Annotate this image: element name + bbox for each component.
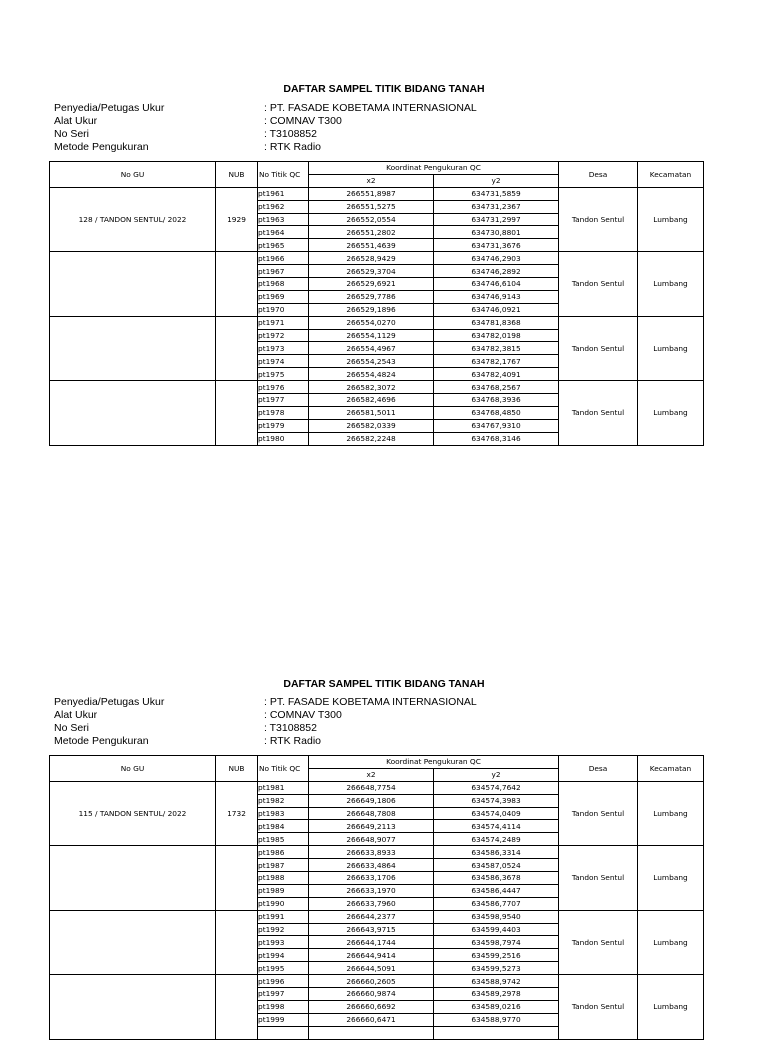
cell-x2: 266554,1129 bbox=[309, 329, 434, 342]
cell-y2: 634746,9143 bbox=[434, 290, 559, 303]
cell-no-titik: pt1980 bbox=[258, 432, 309, 445]
cell-y2: 634574,4114 bbox=[434, 820, 559, 833]
cell-kecamatan: Lumbang bbox=[638, 381, 704, 445]
cell-x2: 266529,1896 bbox=[309, 303, 434, 316]
meta-value: : T3108852 bbox=[264, 128, 317, 140]
cell-no-gu bbox=[50, 975, 216, 1039]
cell-no-titik: pt1972 bbox=[258, 329, 309, 342]
cell-no-titik: pt1970 bbox=[258, 303, 309, 316]
cell-x2: 266582,3072 bbox=[309, 381, 434, 394]
cell-x2: 266582,4696 bbox=[309, 394, 434, 407]
cell-y2: 634782,4091 bbox=[434, 368, 559, 381]
table-row bbox=[50, 781, 704, 794]
cell-no-titik: pt1967 bbox=[258, 265, 309, 278]
cell-x2: 266644,1744 bbox=[309, 936, 434, 949]
cell-y2: 634782,1767 bbox=[434, 355, 559, 368]
header-kecamatan: Kecamatan bbox=[638, 162, 704, 188]
header-x2: x2 bbox=[309, 768, 434, 781]
cell-desa: Tandon Sentul bbox=[559, 381, 638, 445]
meta-label: Alat Ukur bbox=[54, 115, 98, 127]
cell-kecamatan: Lumbang bbox=[638, 316, 704, 380]
cell-x2: 266649,1806 bbox=[309, 794, 434, 807]
cell-no-titik: pt1971 bbox=[258, 316, 309, 329]
cell-desa: Tandon Sentul bbox=[559, 252, 638, 316]
cell-y2: 634589,0216 bbox=[434, 1000, 559, 1013]
header-kecamatan: Kecamatan bbox=[638, 756, 704, 782]
cell-y2: 634586,3678 bbox=[434, 872, 559, 885]
meta-label: No Seri bbox=[54, 722, 90, 734]
cell-desa: Tandon Sentul bbox=[559, 975, 638, 1039]
cell-x2: 266528,9429 bbox=[309, 252, 434, 265]
cell-y2: 634586,7707 bbox=[434, 897, 559, 910]
meta-value: : T3108852 bbox=[264, 722, 317, 734]
cell-y2: 634768,3146 bbox=[434, 432, 559, 445]
cell-kecamatan: Lumbang bbox=[638, 187, 704, 251]
cell-y2: 634586,3314 bbox=[434, 846, 559, 859]
cell-no-titik: pt1997 bbox=[258, 988, 309, 1001]
cell-x2: 266644,2377 bbox=[309, 910, 434, 923]
cell-no-titik: pt1969 bbox=[258, 290, 309, 303]
cell-no-gu bbox=[50, 910, 216, 974]
cell-no-gu bbox=[50, 252, 216, 316]
cell-no-titik: pt1990 bbox=[258, 897, 309, 910]
meta-label: No Seri bbox=[54, 128, 90, 140]
cell-y2: 634768,2567 bbox=[434, 381, 559, 394]
cell-x2: 266529,7786 bbox=[309, 290, 434, 303]
cell-desa: Tandon Sentul bbox=[559, 910, 638, 974]
cell-no-gu bbox=[50, 846, 216, 910]
meta-value: : COMNAV T300 bbox=[264, 709, 342, 721]
cell-no-gu bbox=[50, 316, 216, 380]
cell-x2: 266582,2248 bbox=[309, 432, 434, 445]
cell-no-titik: pt1994 bbox=[258, 949, 309, 962]
cell-x2: 266554,4824 bbox=[309, 368, 434, 381]
cell-y2: 634746,0921 bbox=[434, 303, 559, 316]
cell-y2: 634746,2903 bbox=[434, 252, 559, 265]
cell-nub bbox=[216, 316, 258, 380]
cell-y2: 634588,9770 bbox=[434, 1013, 559, 1026]
header-x2: x2 bbox=[309, 174, 434, 187]
cell-x2: 266648,7808 bbox=[309, 807, 434, 820]
cell-no-titik: pt1987 bbox=[258, 859, 309, 872]
cell-kecamatan: Lumbang bbox=[638, 781, 704, 845]
table-row bbox=[50, 187, 704, 200]
meta-label: Metode Pengukuran bbox=[54, 141, 149, 153]
cell-x2: 266633,8933 bbox=[309, 846, 434, 859]
meta-value: : COMNAV T300 bbox=[264, 115, 342, 127]
header-desa: Desa bbox=[559, 756, 638, 782]
cell-no-titik: pt1974 bbox=[258, 355, 309, 368]
cell-kecamatan: Lumbang bbox=[638, 975, 704, 1039]
table-row bbox=[50, 975, 704, 988]
cell-x2: 266643,9715 bbox=[309, 923, 434, 936]
cell-no-titik: pt1986 bbox=[258, 846, 309, 859]
cell-y2: 634574,2489 bbox=[434, 833, 559, 846]
cell-no-titik: pt1989 bbox=[258, 884, 309, 897]
table-row bbox=[50, 846, 704, 859]
cell-x2: 266660,2605 bbox=[309, 975, 434, 988]
document-title: DAFTAR SAMPEL TITIK BIDANG TANAH bbox=[283, 678, 485, 690]
header-koordinat: Koordinat Pengukuran QC bbox=[309, 162, 559, 175]
sample-points-table bbox=[49, 161, 704, 446]
table-row bbox=[50, 316, 704, 329]
cell-no-titik: pt1985 bbox=[258, 833, 309, 846]
sample-points-table bbox=[49, 755, 704, 1040]
cell-no-titik: pt1998 bbox=[258, 1000, 309, 1013]
cell-x2: 266660,6692 bbox=[309, 1000, 434, 1013]
cell-x2: 266581,5011 bbox=[309, 406, 434, 419]
cell-no-titik: pt1996 bbox=[258, 975, 309, 988]
cell-no-titik: pt1966 bbox=[258, 252, 309, 265]
cell-y2: 634746,2892 bbox=[434, 265, 559, 278]
cell-no-titik: pt1968 bbox=[258, 278, 309, 291]
cell-no-titik: pt1995 bbox=[258, 962, 309, 975]
cell-x2: 266582,0339 bbox=[309, 419, 434, 432]
cell-x2: 266633,1970 bbox=[309, 884, 434, 897]
table-header-row bbox=[50, 162, 704, 175]
cell-no-titik: pt1976 bbox=[258, 381, 309, 394]
header-no-titik: No Titik QC bbox=[258, 756, 309, 782]
cell-no-titik: pt1981 bbox=[258, 781, 309, 794]
cell-x2: 266554,2543 bbox=[309, 355, 434, 368]
cell-y2: 634768,4850 bbox=[434, 406, 559, 419]
cell-x2: 266633,7960 bbox=[309, 897, 434, 910]
cell-no-titik bbox=[258, 1026, 309, 1039]
cell-nub bbox=[216, 846, 258, 910]
cell-x2: 266660,9874 bbox=[309, 988, 434, 1001]
cell-x2: 266633,1706 bbox=[309, 872, 434, 885]
cell-kecamatan: Lumbang bbox=[638, 846, 704, 910]
cell-nub: 1732 bbox=[216, 781, 258, 845]
cell-kecamatan: Lumbang bbox=[638, 910, 704, 974]
cell-no-titik: pt1973 bbox=[258, 342, 309, 355]
cell-y2: 634586,4447 bbox=[434, 884, 559, 897]
cell-x2: 266529,6921 bbox=[309, 278, 434, 291]
cell-y2: 634746,6104 bbox=[434, 278, 559, 291]
cell-y2: 634782,3815 bbox=[434, 342, 559, 355]
header-y2: y2 bbox=[434, 768, 559, 781]
meta-label: Alat Ukur bbox=[54, 709, 98, 721]
header-nub: NUB bbox=[216, 756, 258, 782]
cell-no-titik: pt1963 bbox=[258, 213, 309, 226]
cell-y2: 634574,3983 bbox=[434, 794, 559, 807]
cell-no-gu: 115 / TANDON SENTUL/ 2022 bbox=[50, 781, 216, 845]
cell-x2: 266552,0554 bbox=[309, 213, 434, 226]
cell-nub: 1929 bbox=[216, 187, 258, 251]
cell-y2: 634598,7974 bbox=[434, 936, 559, 949]
cell-y2: 634731,3676 bbox=[434, 239, 559, 252]
header-y2: y2 bbox=[434, 174, 559, 187]
cell-desa: Tandon Sentul bbox=[559, 187, 638, 251]
cell-no-titik: pt1999 bbox=[258, 1013, 309, 1026]
cell-x2 bbox=[309, 1026, 434, 1039]
document-title: DAFTAR SAMPEL TITIK BIDANG TANAH bbox=[283, 83, 485, 95]
cell-y2: 634599,2516 bbox=[434, 949, 559, 962]
cell-x2: 266554,4967 bbox=[309, 342, 434, 355]
cell-no-titik: pt1961 bbox=[258, 187, 309, 200]
cell-no-titik: pt1965 bbox=[258, 239, 309, 252]
header-no-gu: No GU bbox=[50, 756, 216, 782]
cell-x2: 266529,3704 bbox=[309, 265, 434, 278]
cell-no-titik: pt1964 bbox=[258, 226, 309, 239]
cell-y2: 634599,5273 bbox=[434, 962, 559, 975]
cell-no-titik: pt1979 bbox=[258, 419, 309, 432]
cell-y2: 634588,9742 bbox=[434, 975, 559, 988]
header-desa: Desa bbox=[559, 162, 638, 188]
table-row bbox=[50, 910, 704, 923]
cell-kecamatan: Lumbang bbox=[638, 252, 704, 316]
table-row bbox=[50, 381, 704, 394]
cell-nub bbox=[216, 910, 258, 974]
cell-no-titik: pt1975 bbox=[258, 368, 309, 381]
cell-y2: 634598,9540 bbox=[434, 910, 559, 923]
meta-value: : RTK Radio bbox=[264, 735, 321, 747]
cell-no-titik: pt1977 bbox=[258, 394, 309, 407]
cell-nub bbox=[216, 252, 258, 316]
cell-x2: 266648,9077 bbox=[309, 833, 434, 846]
cell-y2: 634589,2978 bbox=[434, 988, 559, 1001]
cell-y2: 634782,0198 bbox=[434, 329, 559, 342]
cell-no-titik: pt1991 bbox=[258, 910, 309, 923]
cell-x2: 266644,9414 bbox=[309, 949, 434, 962]
cell-no-titik: pt1982 bbox=[258, 794, 309, 807]
cell-y2: 634767,9310 bbox=[434, 419, 559, 432]
cell-desa: Tandon Sentul bbox=[559, 781, 638, 845]
cell-x2: 266649,2113 bbox=[309, 820, 434, 833]
cell-y2 bbox=[434, 1026, 559, 1039]
cell-no-gu: 128 / TANDON SENTUL/ 2022 bbox=[50, 187, 216, 251]
cell-no-titik: pt1978 bbox=[258, 406, 309, 419]
cell-x2: 266644,5091 bbox=[309, 962, 434, 975]
meta-value: : PT. FASADE KOBETAMA INTERNASIONAL bbox=[264, 696, 477, 708]
cell-x2: 266551,5275 bbox=[309, 200, 434, 213]
header-no-gu: No GU bbox=[50, 162, 216, 188]
cell-y2: 634768,3936 bbox=[434, 394, 559, 407]
header-no-titik: No Titik QC bbox=[258, 162, 309, 188]
cell-y2: 634574,7642 bbox=[434, 781, 559, 794]
cell-nub bbox=[216, 975, 258, 1039]
cell-y2: 634731,2367 bbox=[434, 200, 559, 213]
header-koordinat: Koordinat Pengukuran QC bbox=[309, 756, 559, 769]
meta-value: : PT. FASADE KOBETAMA INTERNASIONAL bbox=[264, 102, 477, 114]
cell-x2: 266551,4639 bbox=[309, 239, 434, 252]
cell-no-titik: pt1983 bbox=[258, 807, 309, 820]
cell-x2: 266648,7754 bbox=[309, 781, 434, 794]
cell-no-titik: pt1984 bbox=[258, 820, 309, 833]
cell-no-titik: pt1988 bbox=[258, 872, 309, 885]
cell-y2: 634781,8368 bbox=[434, 316, 559, 329]
cell-no-gu bbox=[50, 381, 216, 445]
meta-value: : RTK Radio bbox=[264, 141, 321, 153]
cell-no-titik: pt1962 bbox=[258, 200, 309, 213]
cell-no-titik: pt1992 bbox=[258, 923, 309, 936]
meta-label: Penyedia/Petugas Ukur bbox=[54, 696, 165, 708]
cell-desa: Tandon Sentul bbox=[559, 846, 638, 910]
cell-y2: 634731,5859 bbox=[434, 187, 559, 200]
cell-x2: 266660,6471 bbox=[309, 1013, 434, 1026]
cell-y2: 634587,0524 bbox=[434, 859, 559, 872]
cell-desa: Tandon Sentul bbox=[559, 316, 638, 380]
cell-y2: 634730,8801 bbox=[434, 226, 559, 239]
table-header-row bbox=[50, 756, 704, 769]
meta-label: Penyedia/Petugas Ukur bbox=[54, 102, 165, 114]
cell-no-titik: pt1993 bbox=[258, 936, 309, 949]
cell-x2: 266551,8987 bbox=[309, 187, 434, 200]
cell-x2: 266633,4864 bbox=[309, 859, 434, 872]
table-row bbox=[50, 252, 704, 265]
cell-nub bbox=[216, 381, 258, 445]
header-nub: NUB bbox=[216, 162, 258, 188]
cell-x2: 266554,0270 bbox=[309, 316, 434, 329]
cell-y2: 634731,2997 bbox=[434, 213, 559, 226]
cell-y2: 634599,4403 bbox=[434, 923, 559, 936]
meta-label: Metode Pengukuran bbox=[54, 735, 149, 747]
cell-y2: 634574,0409 bbox=[434, 807, 559, 820]
cell-x2: 266551,2802 bbox=[309, 226, 434, 239]
